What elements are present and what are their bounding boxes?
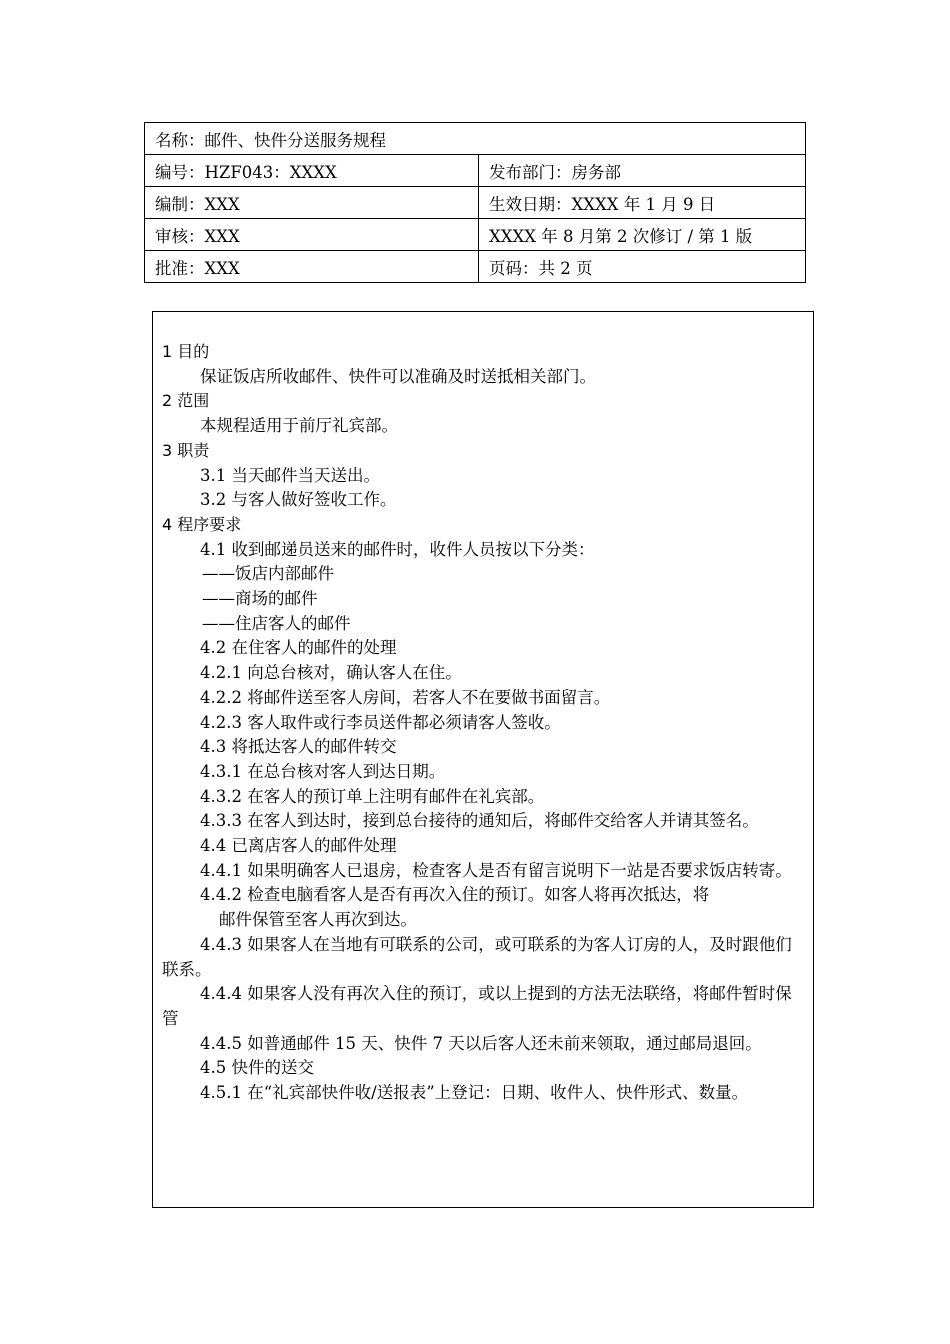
clause-3-1: 3.1 当天邮件当天送出。 — [200, 465, 380, 485]
clause-4-2-2: 4.2.2 将邮件送至客人房间，若客人不在要做书面留言。 — [200, 687, 611, 707]
clause-4-4-1: 4.4.1 如果明确客人已退房，检查客人是否有留言说明下一站是否要求饭店转寄。 — [200, 860, 792, 880]
section-heading-scope: 2 范围 — [162, 391, 210, 411]
compiler: 编制：XXX — [145, 187, 479, 219]
clause-4-4-3: 4.4.3 如果客人在当地有可联系的公司，或可联系的为客人订房的人，及时跟他们联系。 — [162, 934, 792, 979]
header-row-name — [145, 123, 806, 155]
revision-info: XXXX 年 8 月第 2 次修订 / 第 1 版 — [479, 219, 806, 251]
section-heading-procedure: 4 程序要求 — [162, 514, 242, 534]
section-heading-responsibility: 3 职责 — [162, 440, 210, 460]
clause-4-4-2: 4.4.2 检查电脑看客人是否有再次入住的预订。如客人将再次抵达，将 — [200, 885, 710, 905]
scope-text: 本规程适用于前厅礼宾部。 — [200, 416, 398, 436]
clause-4-3-1: 4.3.1 在总台核对客人到达日期。 — [200, 761, 446, 781]
header-row-compiler — [145, 187, 806, 219]
effective-date: 生效日期：XXXX 年 1 月 9 日 — [479, 187, 806, 219]
clause-4-3-3: 4.3.3 在客人到达时，接到总台接待的通知后，将邮件交给客人并请其签名。 — [200, 811, 759, 831]
clause-4-3: 4.3 将抵达客人的邮件转交 — [200, 737, 397, 757]
page-count: 页码：共 2 页 — [479, 251, 806, 283]
issuing-department: 发布部门：房务部 — [479, 155, 806, 187]
section-heading-purpose: 1 目的 — [162, 342, 210, 361]
clause-4-2: 4.2 在住客人的邮件的处理 — [200, 638, 397, 658]
procedure-body — [152, 311, 814, 1208]
reviewer: 审核：XXX — [145, 219, 479, 251]
document-code: 编号：HZF043：XXXX — [145, 155, 479, 187]
procedure-name: 名称：邮件、快件分送服务规程 — [145, 123, 806, 155]
clause-3-2: 3.2 与客人做好签收工作。 — [200, 490, 397, 510]
clause-4-4-5: 4.4.5 如普通邮件 15 天、快件 7 天以后客人还未前来领取，通过邮局退回。 — [200, 1033, 762, 1053]
header-row-reviewer — [145, 219, 806, 251]
clause-4-5: 4.5 快件的送交 — [200, 1058, 314, 1078]
clause-4-4-2-continued: 邮件保管至客人再次到达。 — [219, 910, 417, 930]
clause-4-2-1: 4.2.1 向总台核对，确认客人在住。 — [200, 663, 462, 683]
clause-4-3-2: 4.3.2 在客人的预订单上注明有邮件在礼宾部。 — [200, 786, 545, 806]
list-item: ——住店客人的邮件 — [202, 613, 351, 633]
clause-4-5-1: 4.5.1 在“礼宾部快件收/送报表”上登记：日期、收件人、快件形式、数量。 — [200, 1083, 749, 1103]
clause-4-1: 4.1 收到邮递员送来的邮件时，收件人员按以下分类： — [200, 539, 595, 559]
list-item: ——商场的邮件 — [202, 589, 318, 609]
header-row-code — [145, 155, 806, 187]
header-row-approver — [145, 251, 806, 283]
purpose-text: 保证饭店所收邮件、快件可以准确及时送抵相关部门。 — [200, 366, 596, 386]
clause-4-4: 4.4 已离店客人的邮件处理 — [200, 836, 397, 856]
list-item: ——饭店内部邮件 — [202, 564, 334, 584]
clause-4-2-3: 4.2.3 客人取件或行李员送件都必须请客人签收。 — [200, 712, 561, 732]
clause-4-4-4: 4.4.4 如果客人没有再次入住的预订，或以上提到的方法无法联络，将邮件暂时保管 — [162, 984, 792, 1028]
approver: 批准：XXX — [145, 251, 479, 283]
document-header-table — [144, 122, 806, 283]
